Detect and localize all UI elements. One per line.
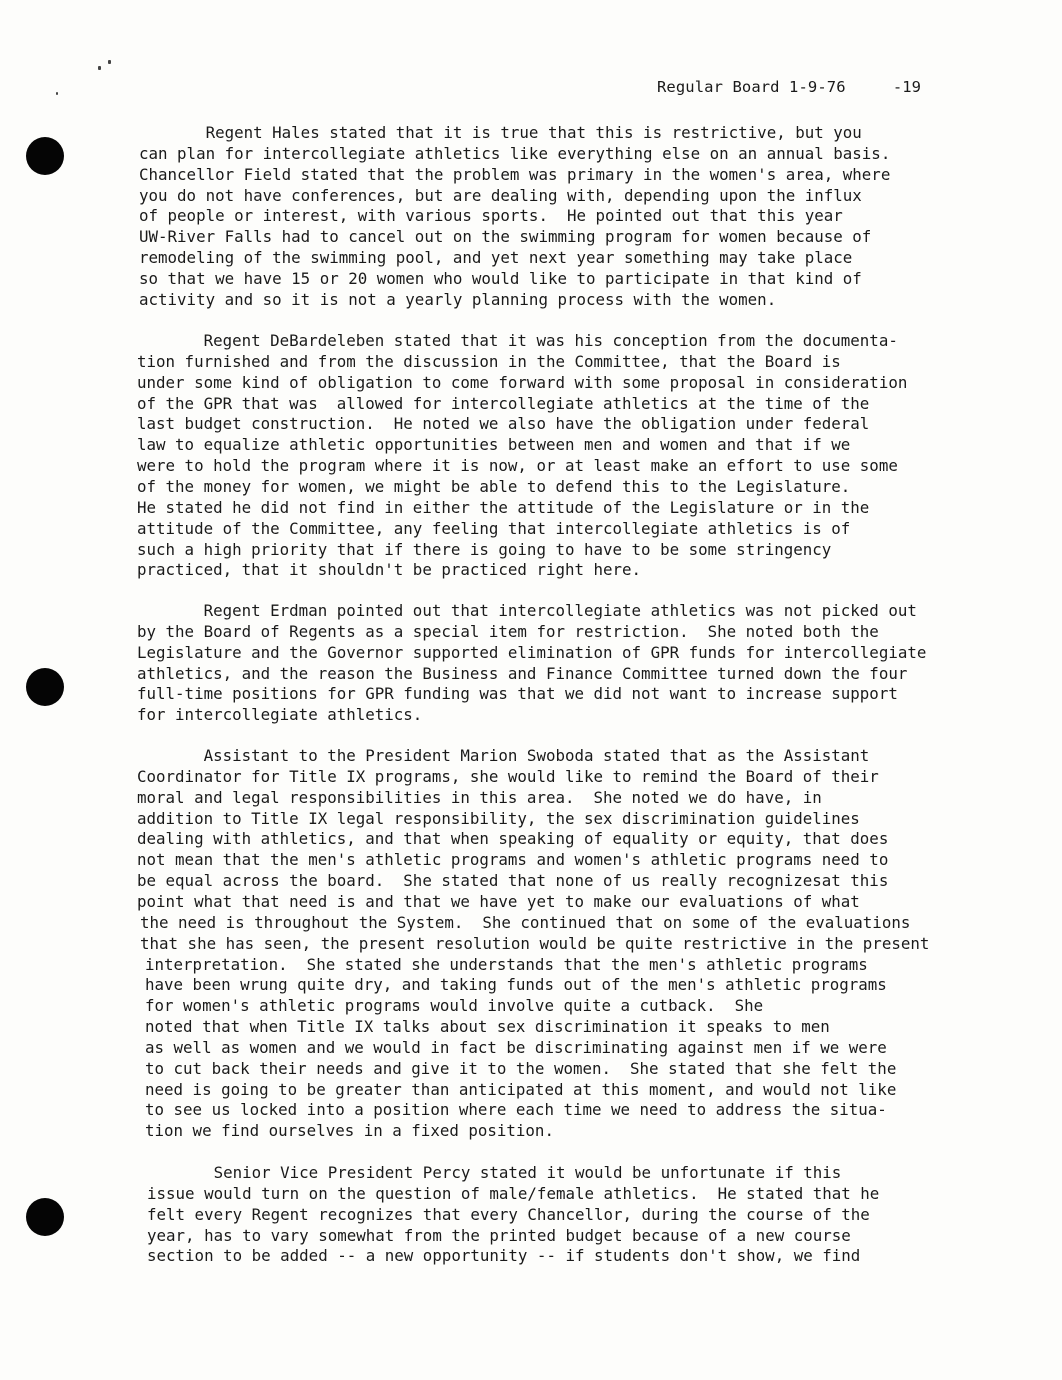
text-line: remodeling of the swimming pool, and yet next year something may take place xyxy=(139,248,853,268)
text-line: you do not have conferences, but are dealing with, depending upon the influx xyxy=(139,185,862,205)
text-line: section to be added -- a new opportunity -- if students don't show, we find xyxy=(147,1246,861,1266)
text-line: issue would turn on the question of male/female athletics. He stated that he xyxy=(147,1183,880,1203)
text-line: so that we have 15 or 20 women who would like to participate in that kind of xyxy=(139,268,862,288)
text-line: such a high priority that if there is going to have to be some stringency xyxy=(137,539,832,559)
text-line: dealing with athletics, and that when speaking of equality or equity, that does xyxy=(137,829,889,849)
text-line: interpretation. She stated she understands that the men's athletic programs xyxy=(145,954,868,974)
text-line: practiced, that it shouldn't be practiced right here. xyxy=(137,560,642,580)
text-line: to cut back their needs and give it to the women. She stated that she felt the xyxy=(145,1058,897,1078)
text-line: tion we find ourselves in a fixed position. xyxy=(145,1121,554,1141)
text-line: can plan for intercollegiate athletics like everything else on an annual basis. xyxy=(139,143,891,163)
text-line: of people or interest, with various sports. He pointed out that this year xyxy=(139,206,843,226)
scan-speck xyxy=(98,66,101,70)
text-line: attitude of the Committee, any feeling that intercollegiate athletics is of xyxy=(137,518,851,538)
text-line: felt every Regent recognizes that every Chancellor, during the course of the xyxy=(147,1204,870,1224)
text-line: athletics, and the reason the Business and Finance Committee turned down the four xyxy=(137,663,908,683)
text-line: Chancellor Field stated that the problem was primary in the women's area, where xyxy=(139,164,891,184)
text-line: as well as women and we would in fact be discriminating against men if we were xyxy=(145,1037,887,1057)
text-line: UW-River Falls had to cancel out on the swimming program for women because of xyxy=(139,227,872,247)
page-header xyxy=(657,78,921,96)
text-line: of the money for women, we might be able to defend this to the Legislature. xyxy=(137,476,851,496)
text-line: Coordinator for Title IX programs, she would like to remind the Board of their xyxy=(137,766,879,786)
text-line: not mean that the men's athletic programs and women's athletic programs need to xyxy=(137,850,889,870)
text-line: tion furnished and from the discussion in the Committee, that the Board is xyxy=(137,351,841,371)
header-title: Regular Board 1-9-76 xyxy=(657,78,846,96)
binder-hole xyxy=(26,1198,64,1236)
text-line: He stated he did not find in either the attitude of the Legislature or in the xyxy=(137,497,870,517)
text-line: Regent Hales stated that it is true that this is restrictive, but you xyxy=(139,123,862,142)
text-line: have been wrung quite dry, and taking funds out of the men's athletic programs xyxy=(145,975,887,995)
text-line: year, has to vary somewhat from the printed budget because of a new course xyxy=(147,1225,851,1245)
text-line: to see us locked into a position where each time we need to address the situa- xyxy=(145,1100,887,1120)
binder-hole xyxy=(26,137,64,175)
text-line: full-time positions for GPR funding was that we did not want to increase support xyxy=(137,684,898,704)
text-line: under some kind of obligation to come forward with some proposal in consideration xyxy=(137,372,908,392)
text-line: for women's athletic programs would involve quite a cutback. She xyxy=(145,996,764,1016)
text-line: noted that when Title IX talks about sex discrimination it speaks to men xyxy=(145,1017,830,1037)
text-line: the need is throughout the System. She continued that on some of the evaluations xyxy=(140,912,911,932)
text-line: be equal across the board. She stated that none of us really recognizesat this xyxy=(137,871,889,891)
text-line: last budget construction. He noted we also have the obligation under federal xyxy=(137,414,870,434)
text-line: activity and so it is not a yearly planning process with the women. xyxy=(139,289,777,309)
text-line: of the GPR that was allowed for intercollegiate athletics at the time of the xyxy=(137,393,870,413)
binder-hole xyxy=(26,668,64,706)
text-line: Senior Vice President Percy stated it would be unfortunate if this xyxy=(147,1163,842,1182)
text-line: Assistant to the President Marion Swoboda stated that as the Assistant xyxy=(137,746,870,765)
text-line: Regent DeBardeleben stated that it was his conception from the documenta- xyxy=(137,331,898,350)
text-line: Legislature and the Governor supported elimination of GPR funds for intercollegiate xyxy=(137,642,927,662)
scan-speck xyxy=(56,92,58,95)
text-line: by the Board of Regents as a special item for restriction. She noted both the xyxy=(137,621,879,641)
text-line: moral and legal responsibilities in this area. She noted we do have, in xyxy=(137,787,822,807)
text-line: were to hold the program where it is now, or at least make an effort to use some xyxy=(137,456,898,476)
text-line: that she has seen, the present resolution would be quite restrictive in the present xyxy=(140,933,930,953)
text-line: for intercollegiate athletics. xyxy=(137,705,423,725)
text-line: Regent Erdman pointed out that intercollegiate athletics was not picked out xyxy=(137,601,917,620)
text-line: point what that need is and that we have yet to make our evaluations of what xyxy=(137,891,860,911)
text-line: need is going to be greater than anticipated at this moment, and would not like xyxy=(145,1079,897,1099)
scan-speck xyxy=(108,60,111,64)
text-line: addition to Title IX legal responsibility, the sex discrimination guidelines xyxy=(137,808,860,828)
text-line: law to equalize athletic opportunities between men and women and that if we xyxy=(137,435,851,455)
page-number: -19 xyxy=(892,78,922,96)
